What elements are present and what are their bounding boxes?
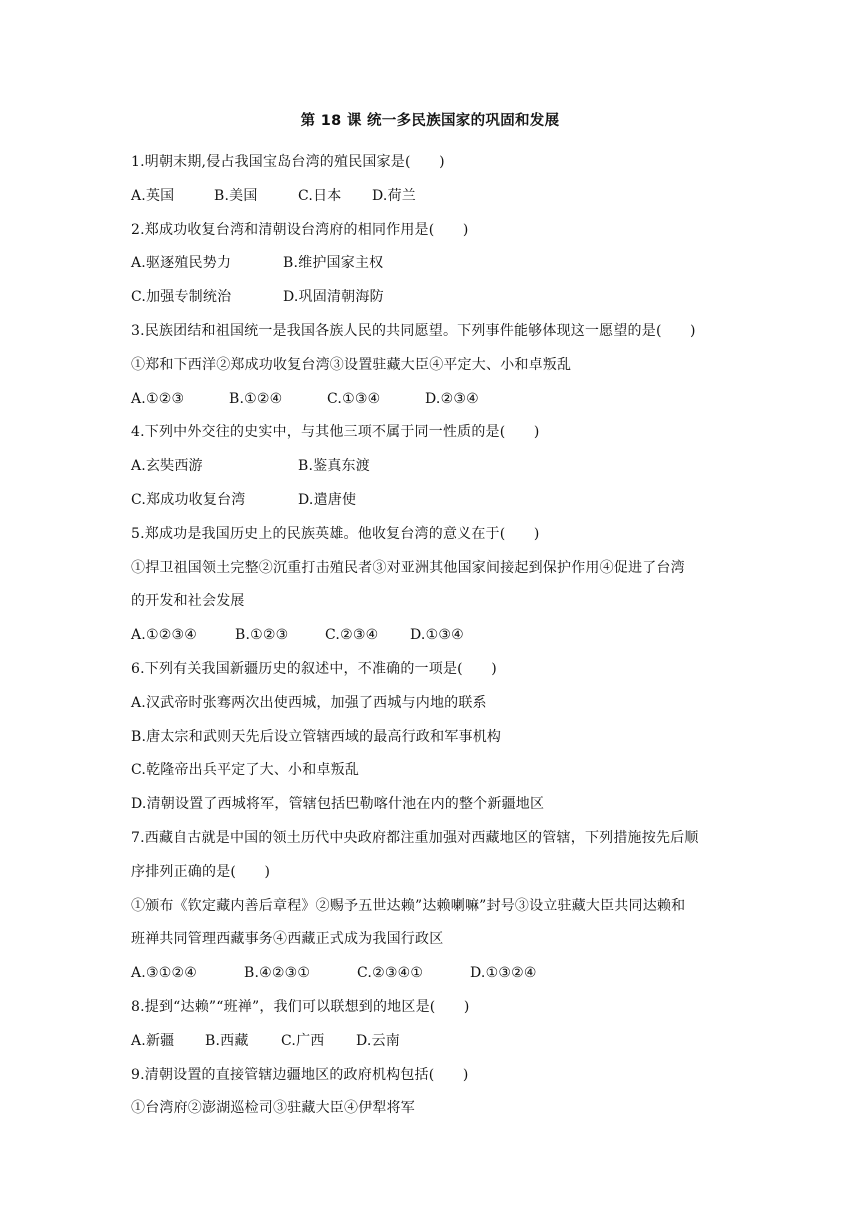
option-c: C.日本 bbox=[298, 187, 342, 204]
question-4-stem: 4.下列中外交往的史实中，与其他三项不属于同一性质的是( ) bbox=[131, 424, 540, 441]
option-a: A.玄奘西游 bbox=[131, 458, 203, 475]
option-a: A.英国 bbox=[131, 187, 175, 204]
question-7-options bbox=[131, 957, 731, 991]
question-7-stem-line2: 序排列正确的是( ) bbox=[131, 863, 271, 880]
question-1-options bbox=[131, 180, 731, 214]
option-c: C.郑成功收复台湾 bbox=[131, 491, 246, 508]
option-b: B.西藏 bbox=[205, 1032, 249, 1049]
option-d: D.清朝设置了西城将军，管辖包括巴勒喀什池在内的整个新疆地区 bbox=[131, 796, 545, 813]
question-5-items-line2: 的开发和社会发展 bbox=[131, 593, 245, 610]
question-8-stem: 8.提到“达赖”“班禅”，我们可以联想到的地区是( ) bbox=[131, 998, 470, 1015]
question-9-stem: 9.清朝设置的直接管辖边疆地区的政府机构包括( ) bbox=[131, 1066, 469, 1083]
option-d: D.遣唐使 bbox=[298, 491, 357, 508]
question-3-options bbox=[131, 383, 731, 417]
option-c: C.②③④① bbox=[357, 965, 424, 982]
option-a: A.①②③ bbox=[131, 390, 185, 407]
option-b: B.美国 bbox=[214, 187, 258, 204]
option-b: B.①②③ bbox=[235, 627, 289, 644]
option-c: C.乾隆帝出兵平定了大、小和卓叛乱 bbox=[131, 762, 360, 779]
option-b: B.①②④ bbox=[229, 390, 283, 407]
question-7-items-line1: ①颁布《钦定藏内善后章程》②赐予五世达赖”达赖喇嘛”封号③设立驻藏大臣共同达赖和 bbox=[131, 897, 686, 914]
question-5-options bbox=[131, 619, 731, 653]
question-5-stem: 5.郑成功是我国历史上的民族英雄。他收复台湾的意义在于( ) bbox=[131, 525, 540, 542]
question-7-items-line2: 班禅共同管理西藏事务④西藏正式成为我国行政区 bbox=[131, 931, 444, 948]
option-b: B.④②③① bbox=[244, 965, 311, 982]
option-d: D.荷兰 bbox=[372, 187, 416, 204]
question-6-stem: 6.下列有关我国新疆历史的叙述中，不准确的一项是( ) bbox=[131, 660, 497, 677]
option-a: A.新疆 bbox=[131, 1032, 175, 1049]
option-b: B.唐太宗和武则天先后设立管辖西域的最高行政和军事机构 bbox=[131, 728, 502, 745]
option-a: A.①②③④ bbox=[131, 627, 197, 644]
option-c: C.广西 bbox=[281, 1032, 325, 1049]
option-c: C.②③④ bbox=[325, 627, 379, 644]
option-a: A.驱逐殖民势力 bbox=[131, 255, 232, 272]
question-list bbox=[131, 146, 731, 1126]
question-7-stem-line1: 7.西藏自古就是中国的领土历代中央政府都注重加强对西藏地区的管辖，下列措施按先后顺 bbox=[131, 829, 699, 846]
option-c: C.①③④ bbox=[327, 390, 381, 407]
option-d: D.②③④ bbox=[425, 390, 479, 407]
option-d: D.①③②④ bbox=[470, 965, 537, 982]
option-d: D.①③④ bbox=[410, 627, 464, 644]
question-2-options-row2 bbox=[131, 281, 731, 315]
question-8-options bbox=[131, 1025, 731, 1059]
question-5-items-line1: ①捍卫祖国领土完整②沉重打击殖民者③对亚洲其他国家间接起到保护作用④促进了台湾 bbox=[131, 559, 685, 576]
question-2-options-row1 bbox=[131, 247, 731, 281]
question-9-items: ①台湾府②澎湖巡检司③驻藏大臣④伊犁将军 bbox=[131, 1100, 415, 1117]
option-d: D.云南 bbox=[356, 1032, 400, 1049]
question-3-items: ①郑和下西洋②郑成功收复台湾③设置驻藏大臣④平定大、小和卓叛乱 bbox=[131, 356, 572, 373]
option-a: A.③①②④ bbox=[131, 965, 197, 982]
lesson-title: 第 18 课 统一多民族国家的巩固和发展 bbox=[300, 113, 560, 129]
question-1-stem: 1.明朝末期,侵占我国宝岛台湾的殖民国家是( ) bbox=[131, 154, 445, 170]
option-c: C.加强专制统治 bbox=[131, 289, 232, 306]
option-a: A.汉武帝时张骞两次出使西城，加强了西城与内地的联系 bbox=[131, 694, 487, 711]
question-2-stem: 2.郑成功收复台湾和清朝设台湾府的相同作用是( ) bbox=[131, 221, 469, 238]
question-3-stem: 3.民族团结和祖国统一是我国各族人民的共同愿望。下列事件能够体现这一愿望的是( ) bbox=[131, 322, 696, 339]
question-4-options-row1 bbox=[131, 450, 731, 484]
question-4-options-row2 bbox=[131, 484, 731, 518]
option-b: B.鉴真东渡 bbox=[298, 458, 370, 475]
option-d: D.巩固清朝海防 bbox=[283, 289, 384, 306]
option-b: B.维护国家主权 bbox=[283, 255, 384, 272]
